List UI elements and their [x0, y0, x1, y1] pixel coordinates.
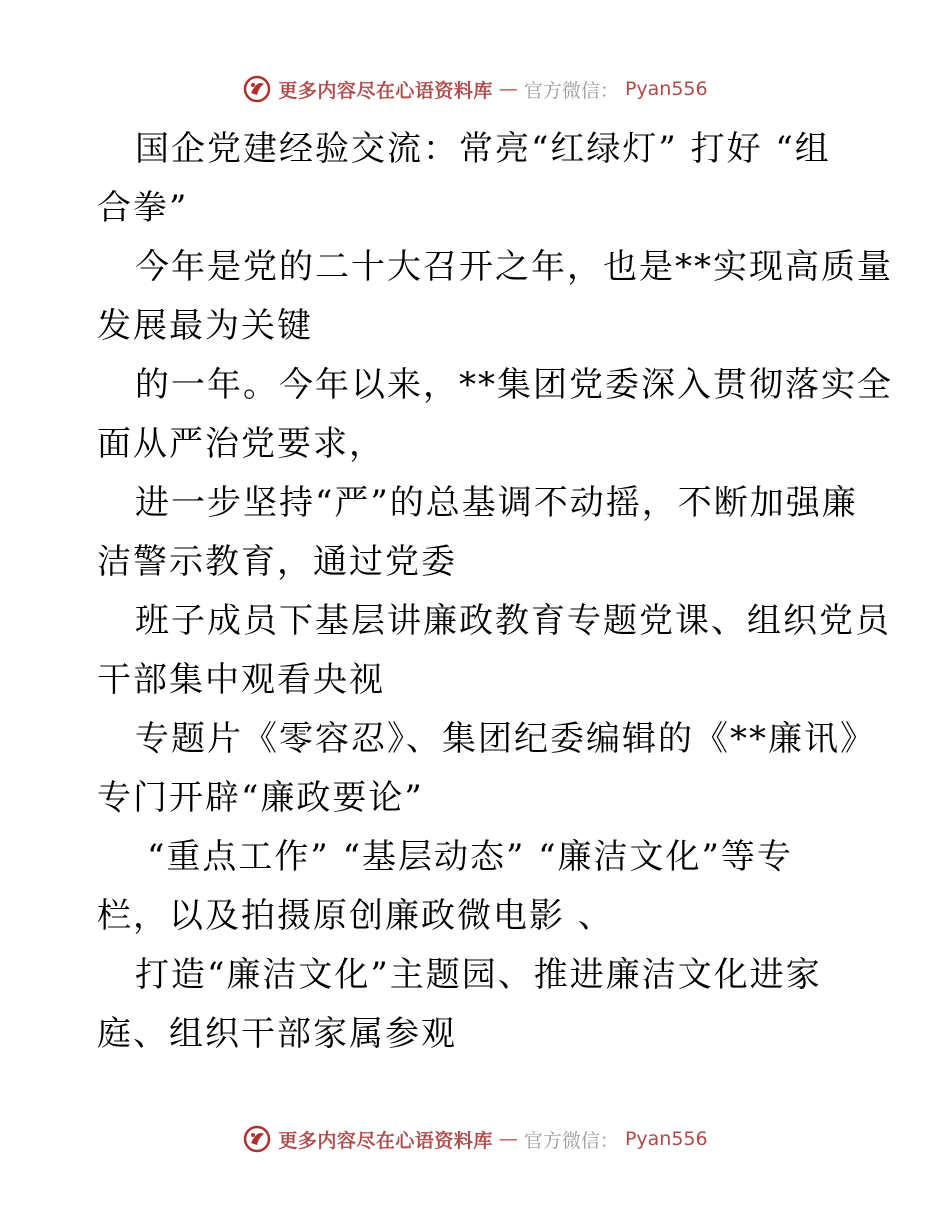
- paragraph-line: 进一步坚持“严”的总基调不动摇，不断加强廉: [135, 483, 858, 523]
- document-title-line-2: 合拳”: [97, 188, 189, 228]
- paragraph-line: 洁警示教育，通过党委: [97, 542, 457, 582]
- document-body: [97, 120, 893, 1064]
- watermark-wechat-id: Pyan556: [624, 1128, 708, 1150]
- paragraph-line: 今年是党的二十大召开之年，也是**实现高质量: [135, 247, 893, 287]
- brand-logo-icon: [242, 74, 272, 104]
- watermark-brand-text: 更多内容尽在心语资料库: [278, 1129, 493, 1152]
- watermark-brand-text: 更多内容尽在心语资料库: [278, 79, 493, 102]
- paragraph-line: 专门开辟“廉政要论”: [97, 778, 424, 818]
- paragraph-line: “重点工作” “基层动态” “廉洁文化”等专: [147, 837, 793, 877]
- paragraph-line: 专题片《零容忍》、集团纪委编辑的《**廉讯》: [135, 719, 876, 759]
- paragraph-line: 面从严治党要求，: [97, 424, 385, 464]
- paragraph-line: 发展最为关键: [97, 306, 313, 346]
- paragraph-line: 庭、组织干部家属参观: [97, 1014, 457, 1054]
- brand-logo-icon: [242, 1124, 272, 1154]
- header-watermark: [0, 74, 950, 104]
- watermark-wechat-label: 官方微信：: [523, 79, 619, 102]
- watermark-separator: —: [498, 1128, 518, 1150]
- paragraph-line: 干部集中观看央视: [97, 660, 385, 700]
- document-title-line-1: 国企党建经验交流：常亮“红绿灯” 打好 “组: [135, 129, 831, 169]
- paragraph-line: 班子成员下基层讲廉政教育专题党课、组织党员: [135, 601, 891, 641]
- watermark-wechat-id: Pyan556: [624, 78, 708, 100]
- paragraph-line: 的一年。今年以来，**集团党委深入贯彻落实全: [135, 365, 893, 405]
- watermark-separator: —: [498, 78, 518, 100]
- paragraph-line: 打造“廉洁文化”主题园、推进廉洁文化进家: [135, 955, 822, 995]
- paragraph-line: 栏，以及拍摄原创廉政微电影 、: [97, 896, 614, 936]
- watermark-wechat-label: 官方微信：: [523, 1129, 619, 1152]
- footer-watermark: [0, 1124, 950, 1154]
